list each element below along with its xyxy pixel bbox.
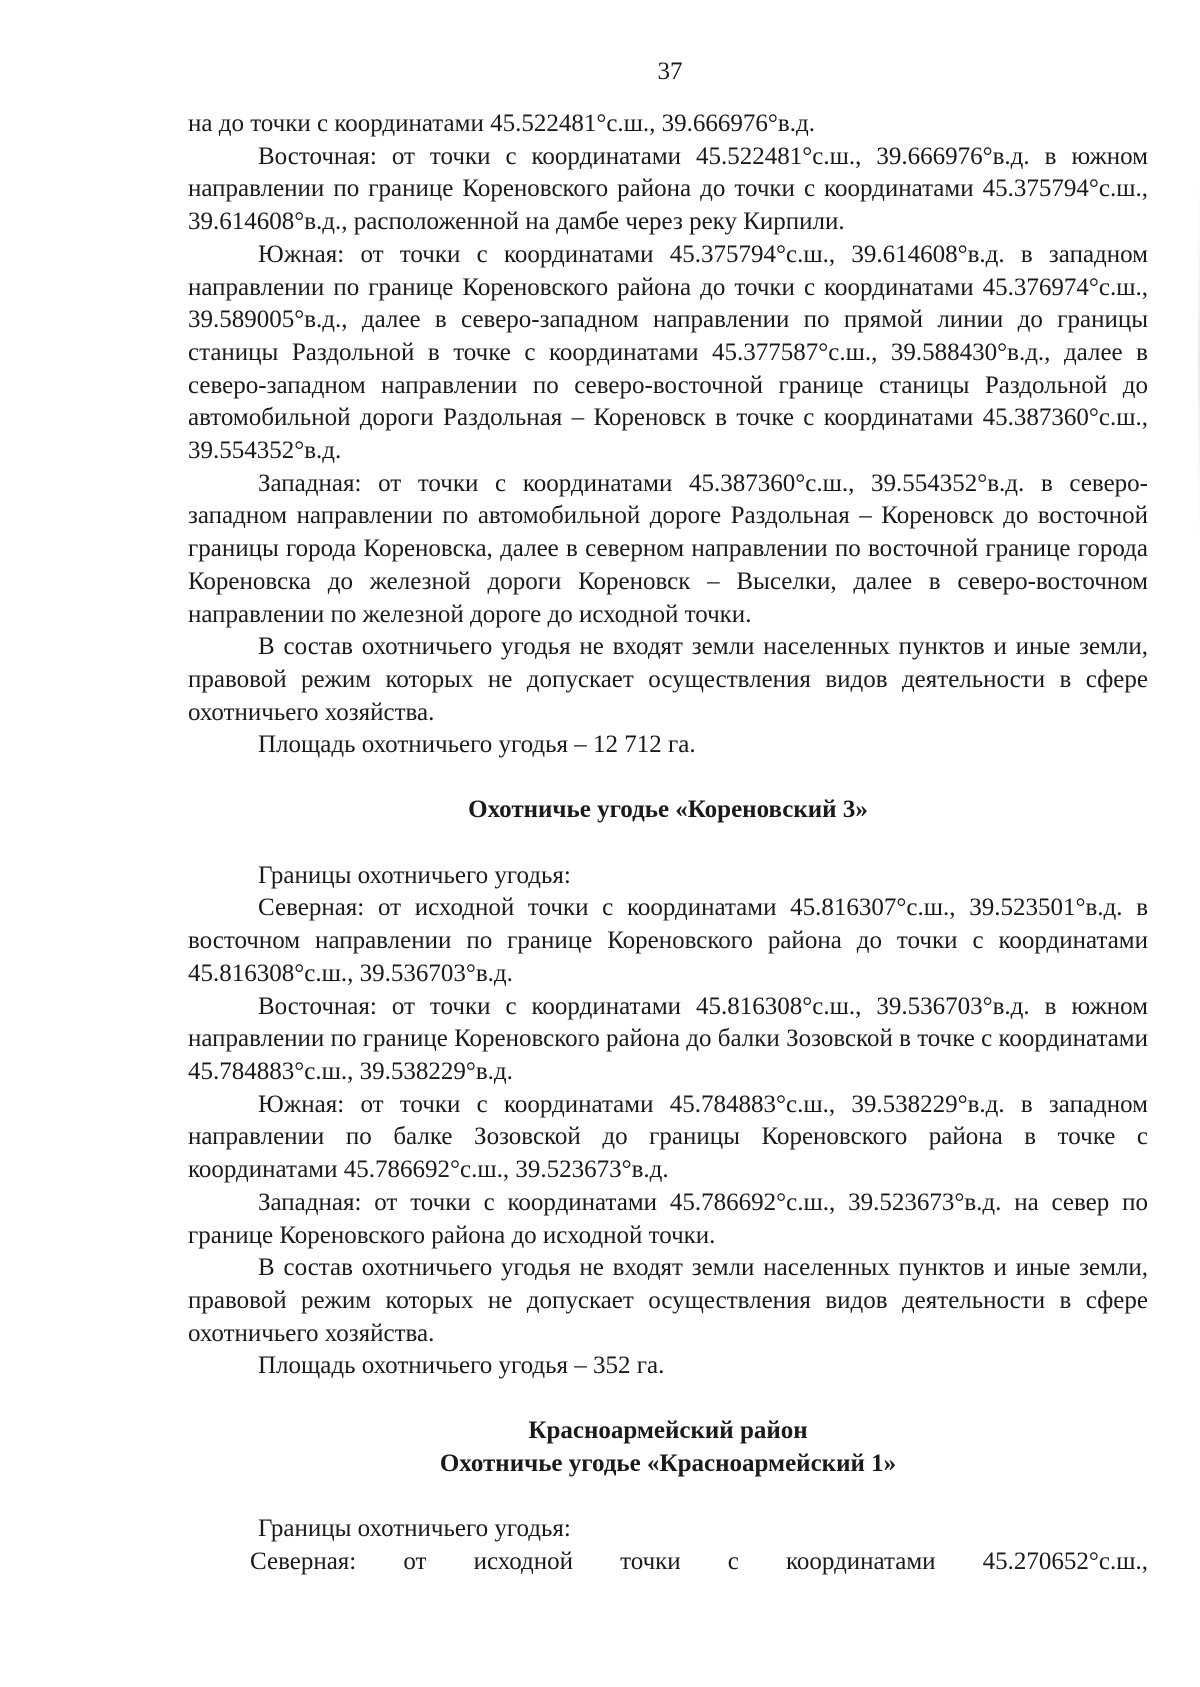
section-heading: Охотничье угодье «Кореновский 3» — [468, 796, 868, 824]
paragraph: В состав охотничьего угодья не входят земли населенных пунктов и иные земли, правовой режим которых не допускает осуществления видов деятельности в сфере охотничьего хозяйства. — [188, 1254, 1148, 1347]
spacer — [188, 1480, 1148, 1513]
paragraph: Границы охотничьего угодья: — [258, 1515, 571, 1543]
paragraph: Восточная: от точки с координатами 45.522481°с.ш., 39.666976°в.д. в южном направлении по границе Кореновского района до точки с координатами 45.375794°с.ш., 39.614608°в.д., расположенной на дамбе через реку Кирпили. — [188, 142, 1148, 236]
paragraph: Площадь охотничьего угодья – 352 га. — [258, 1352, 665, 1380]
paragraph: Границы охотничьего угодья: — [258, 861, 571, 889]
section-heading: Охотничье угодье «Красноармейский 1» — [439, 1449, 897, 1477]
paragraph: на до точки с координатами 45.522481°с.ш., 39.666976°в.д. — [188, 110, 815, 137]
word: от — [403, 1548, 427, 1576]
paragraph: Западная: от точки с координатами 45.786692°с.ш., 39.523673°в.д. на север по границе Кореновского района до исходной точки. — [188, 1188, 1148, 1249]
word: с — [727, 1548, 739, 1576]
word: исходной — [473, 1548, 574, 1576]
paragraph: Западная: от точки с координатами 45.387360°с.ш., 39.554352°в.д. в северо-западном направлении по автомобильной дороге Раздольная – Кореновск до восточной границы города Кореновска, далее в северном направлении по восточной границе города Кореновска до железной дороги Кореновск – Выселки, далее в северо-восточном направлении по железной дороге до исходной точки. — [188, 469, 1148, 628]
spacer — [188, 827, 1148, 860]
document-body — [188, 108, 1148, 1579]
word: координатами — [786, 1548, 936, 1576]
paragraph: В состав охотничьего угодья не входят земли населенных пунктов и иные земли, правовой режим которых не допускает осуществления видов деятельности в сфере охотничьего хозяйства. — [188, 633, 1148, 726]
paragraph: Северная: от исходной точки с координатами 45.816307°с.ш., 39.523501°в.д. в восточном направлении по границе Кореновского района до точки с координатами 45.816308°с.ш., 39.536703°в.д. — [188, 894, 1148, 987]
section-heading: Красноармейский район — [528, 1417, 808, 1445]
justified-line — [188, 1546, 1148, 1579]
paragraph: Южная: от точки с координатами 45.375794°с.ш., 39.614608°в.д. в западном направлении по границе Кореновского района до точки с координатами 45.376974°с.ш., 39.589005°в.д., далее в северо-западном направлении по прямой линии до границы станицы Раздольной в точке с координатами 45.377587°с.ш., 39.588430°в.д., далее в северо-западном направлении по северо-восточной границе станицы Раздольной до автомобильной дороги Раздольная – Кореновск в точке с координатами 45.387360°с.ш., 39.554352°в.д. — [188, 240, 1148, 465]
paragraph: Южная: от точки с координатами 45.784883°с.ш., 39.538229°в.д. в западном направлении по балке Зозовской до границы Кореновского района в точке с координатами 45.786692°с.ш., 39.523673°в.д. — [188, 1090, 1148, 1184]
paragraph: Восточная: от точки с координатами 45.816308°с.ш., 39.536703°в.д. в южном направлении по границе Кореновского района до балки Зозовской в точке с координатами 45.784883°с.ш., 39.538229°в.д. — [188, 992, 1148, 1085]
paragraph: Площадь охотничьего угодья – 12 712 га. — [258, 731, 696, 759]
word: 45.270652°с.ш., — [982, 1548, 1148, 1576]
word: Северная: — [250, 1548, 357, 1576]
spacer — [188, 762, 1148, 794]
spacer — [188, 1383, 1148, 1415]
word: точки — [620, 1548, 681, 1576]
page-number: 37 — [657, 58, 683, 85]
